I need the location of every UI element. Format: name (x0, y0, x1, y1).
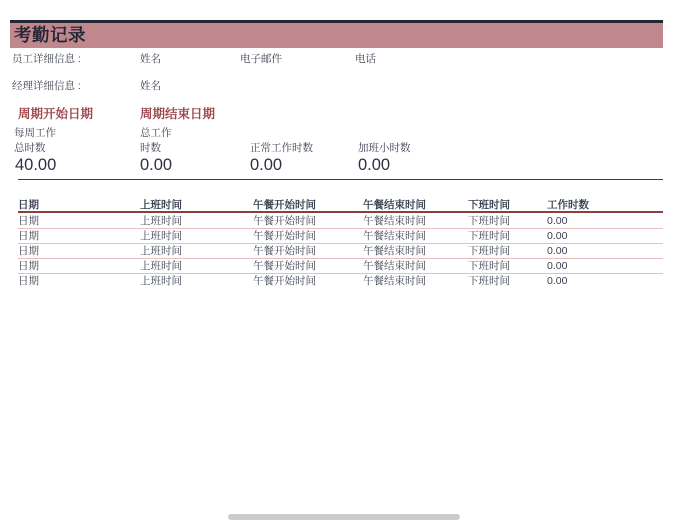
cell-clock-out[interactable]: 下班时间 (468, 215, 510, 227)
cell-clock-out[interactable]: 下班时间 (468, 275, 510, 287)
table-header-row (18, 199, 663, 211)
cell-lunch-end[interactable]: 午餐结束时间 (363, 275, 426, 287)
cell-lunch-start[interactable]: 午餐开始时间 (253, 230, 316, 242)
total-worked-label-line2: 时数 (140, 142, 161, 154)
cell-clock-out[interactable]: 下班时间 (468, 260, 510, 272)
cell-date[interactable]: 日期 (18, 245, 39, 257)
period-end-date-field[interactable]: 周期结束日期 (140, 107, 216, 121)
employee-details-label: 员工详细信息 : (12, 53, 81, 65)
cell-lunch-end[interactable]: 午餐结束时间 (363, 260, 426, 272)
cell-work-hours[interactable]: 0.00 (547, 245, 568, 257)
cell-clock-in[interactable]: 上班时间 (140, 230, 182, 242)
cell-lunch-end[interactable]: 午餐结束时间 (363, 215, 426, 227)
column-header-date: 日期 (18, 199, 39, 211)
cell-clock-in[interactable]: 上班时间 (140, 260, 182, 272)
cell-clock-out[interactable]: 下班时间 (468, 245, 510, 257)
column-header-lunch-start: 午餐开始时间 (253, 199, 316, 211)
overtime-hours-value: 0.00 (358, 156, 391, 174)
weekly-total-label-line2: 总时数 (14, 142, 46, 154)
cell-work-hours[interactable]: 0.00 (547, 230, 568, 242)
cell-work-hours[interactable]: 0.00 (547, 215, 568, 227)
table-row (18, 229, 663, 244)
table-row (18, 259, 663, 274)
table-row (18, 244, 663, 259)
employee-phone-field[interactable]: 电话 (355, 53, 376, 65)
manager-name-field[interactable]: 姓名 (140, 80, 161, 92)
horizontal-scrollbar[interactable] (228, 514, 460, 520)
manager-details-label: 经理详细信息 : (12, 80, 81, 92)
cell-work-hours[interactable]: 0.00 (547, 260, 568, 272)
title-bar (10, 23, 663, 48)
regular-hours-value: 0.00 (250, 156, 283, 174)
cell-lunch-start[interactable]: 午餐开始时间 (253, 245, 316, 257)
total-worked-label-line1: 总工作 (140, 127, 172, 139)
cell-clock-in[interactable]: 上班时间 (140, 215, 182, 227)
table-row (18, 274, 663, 289)
table-row (18, 214, 663, 229)
cell-lunch-end[interactable]: 午餐结束时间 (363, 230, 426, 242)
cell-clock-out[interactable]: 下班时间 (468, 230, 510, 242)
table-header-rule (18, 211, 663, 213)
cell-clock-in[interactable]: 上班时间 (140, 275, 182, 287)
cell-clock-in[interactable]: 上班时间 (140, 245, 182, 257)
weekly-total-label-line1: 每周工作 (14, 127, 56, 139)
cell-work-hours[interactable]: 0.00 (547, 275, 568, 287)
column-header-clock-out: 下班时间 (468, 199, 510, 211)
cell-lunch-end[interactable]: 午餐结束时间 (363, 245, 426, 257)
cell-date[interactable]: 日期 (18, 275, 39, 287)
cell-lunch-start[interactable]: 午餐开始时间 (253, 275, 316, 287)
cell-date[interactable]: 日期 (18, 260, 39, 272)
weekly-total-value[interactable]: 40.00 (15, 156, 57, 174)
employee-name-field[interactable]: 姓名 (140, 53, 161, 65)
period-start-date-field[interactable]: 周期开始日期 (18, 107, 94, 121)
column-header-lunch-end: 午餐结束时间 (363, 199, 426, 211)
employee-email-field[interactable]: 电子邮件 (240, 53, 282, 65)
page-title: 考勤记录 (14, 24, 86, 45)
summary-divider-rule (18, 179, 663, 180)
overtime-hours-label: 加班小时数 (358, 142, 411, 154)
cell-lunch-start[interactable]: 午餐开始时间 (253, 215, 316, 227)
cell-date[interactable]: 日期 (18, 230, 39, 242)
cell-date[interactable]: 日期 (18, 215, 39, 227)
cell-lunch-start[interactable]: 午餐开始时间 (253, 260, 316, 272)
total-worked-value: 0.00 (140, 156, 173, 174)
column-header-clock-in: 上班时间 (140, 199, 182, 211)
regular-hours-label: 正常工作时数 (250, 142, 313, 154)
column-header-work-hours: 工作时数 (547, 199, 589, 211)
